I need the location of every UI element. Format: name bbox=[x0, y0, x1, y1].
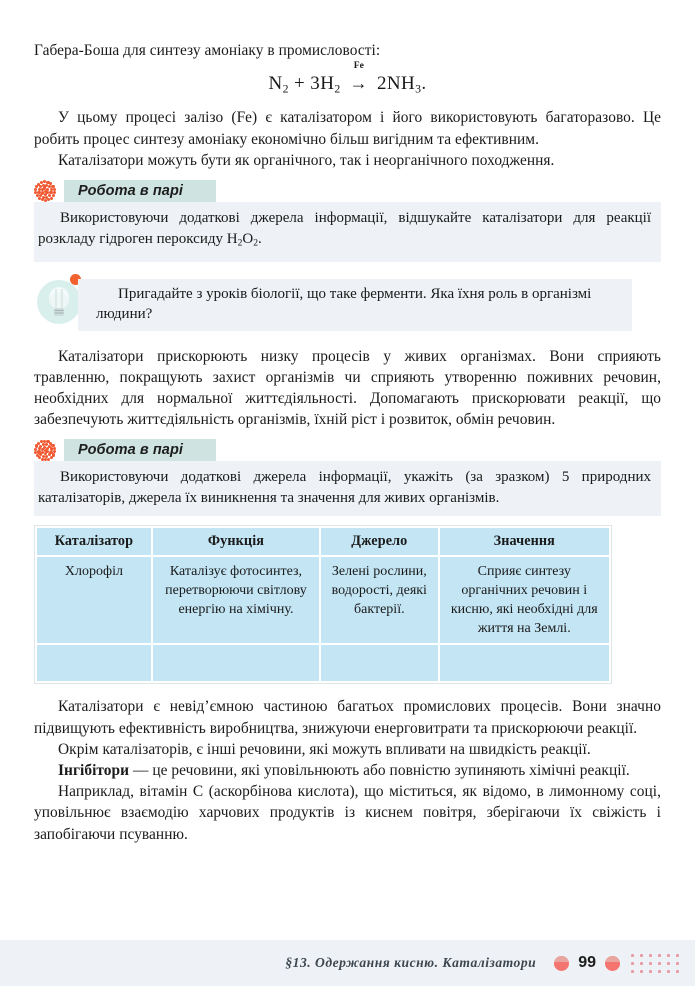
paragraph-1: У цьому процесі залізо (Fe) є каталізатором і його використовують багаторазово. Це робить процес синтезу амоніаку економічно більш вигідним та ефективним. bbox=[34, 109, 661, 148]
table-cell bbox=[440, 645, 609, 681]
recall-text: Пригадайте з уроків біології, що таке ферменти. Яка їхня роль в організмі людини? bbox=[96, 285, 592, 323]
pair-work-block-1 bbox=[34, 180, 661, 262]
pair-work-title-2: Робота в парі bbox=[78, 442, 184, 459]
table-cell: Зелені рослини, водорості, деякі бактерії. bbox=[321, 557, 438, 643]
equation-arrow-group bbox=[346, 61, 372, 95]
paragraph-4: Каталізатори є невід’ємною частиною багатьох промислових процесів. Вони значно підвищують ефективність виробництва, знижуючи енерговитрати та прискорюючи реакції. bbox=[34, 698, 661, 737]
pair-work-text-2: Використовуючи додаткові джерела інформації, укажіть (за зразком) 5 природних каталізаторів, джерела їх виникнення та значення для живих організмів. bbox=[38, 469, 651, 506]
table-header-cell: Функція bbox=[153, 528, 319, 555]
page-content bbox=[34, 40, 661, 845]
paragraph-2: Каталізатори можуть бути як органічного, так і неорганічного походження. bbox=[58, 151, 555, 169]
pair-work-title-bar-2 bbox=[64, 439, 216, 461]
table-header-cell: Значення bbox=[440, 528, 609, 555]
equation-catalyst-label: Fe bbox=[353, 61, 364, 72]
recall-callout bbox=[34, 279, 632, 331]
pair-work-title-bar-1 bbox=[64, 180, 216, 202]
closing-paragraphs bbox=[34, 696, 661, 844]
pair-work-title-1: Робота в парі bbox=[78, 183, 184, 200]
chemical-equation bbox=[34, 61, 661, 96]
equation-reactant-hydrogen: $3H_2$ bbox=[310, 73, 341, 96]
page-number: 99 bbox=[578, 954, 596, 971]
table-header-row bbox=[37, 528, 609, 555]
table-cell bbox=[37, 645, 151, 681]
pair-work-header-2 bbox=[34, 439, 661, 461]
paragraph-5: Окрім каталізаторів, є інші речовини, які можуть впливати на швидкість реакції. bbox=[58, 740, 591, 758]
table-cell: Сприяє синтезу органічних речовин і кисню, які необхідні для життя на Землі. bbox=[440, 557, 609, 643]
recall-body bbox=[78, 279, 632, 331]
dot-cluster-icon bbox=[34, 180, 58, 202]
pair-work-body-2 bbox=[34, 461, 661, 516]
equation-product-ammonia: $2NH_3$. bbox=[376, 73, 427, 96]
lightbulb-icon bbox=[36, 279, 82, 325]
pair-work-text-1: Використовуючи додаткові джерела інформації, відшукайте каталізатори для реакції розкладу гідроген пероксиду $H_2O_2$. bbox=[38, 210, 651, 249]
term-inhibitors: Інгібітори bbox=[58, 762, 130, 780]
table-cell bbox=[321, 645, 438, 681]
table-header-cell: Каталізатор bbox=[37, 528, 151, 555]
table-header-cell: Джерело bbox=[321, 528, 438, 555]
pair-work-body-1 bbox=[34, 202, 661, 262]
table-row bbox=[37, 557, 609, 643]
equation-reactant-nitrogen: $N_2$ bbox=[268, 73, 289, 96]
table-row-empty bbox=[37, 645, 609, 681]
dot-cluster-icon bbox=[34, 439, 58, 461]
footer-dot-grid-icon bbox=[629, 950, 685, 976]
table-cell bbox=[153, 645, 319, 681]
paragraph-7: Наприклад, вітамін С (аскорбінова кислота), що міститься, як відомо, в лимонному соці, уповільнює взаємодію харчових продуктів із киснем повітря, зберігаючи їх свіжість і запобігаючи псуванню. bbox=[34, 783, 661, 843]
table-cell: Хлорофіл bbox=[37, 557, 151, 643]
pair-work-block-2 bbox=[34, 439, 661, 516]
catalysts-table-wrap bbox=[34, 525, 612, 684]
page-footer bbox=[0, 940, 695, 986]
footer-section-title: §13. Одержання кисню. Каталізатори bbox=[285, 955, 537, 970]
equation-arrow-icon: → bbox=[349, 73, 368, 94]
paragraph-6: Інгібітори — це речовини, які уповільнюють або повністю зупиняють хімічні реакції. bbox=[58, 762, 630, 780]
table-cell: Каталізує фотосинтез, перетворюючи світлову енергію на хімічну. bbox=[153, 557, 319, 643]
catalysts-table bbox=[35, 526, 611, 683]
pair-work-header-1 bbox=[34, 180, 661, 202]
intro-line: Габера-Боша для синтезу амоніаку в промисловості: bbox=[34, 42, 381, 59]
footer-circle-icon-right bbox=[605, 956, 620, 971]
paragraph-3: Каталізатори прискорюють низку процесів у живих організмах. Вони сприяють травленню, покращують захист організмів чи сприяють утворенню поживних речовин, необхідних для нормальної життєдіяльності. Допомагають прискорювати реакції, що забезпечують життєдіяльність організмів, їхній ріст і розвиток, обмін речовин. bbox=[34, 347, 661, 429]
equation-plus: + bbox=[294, 73, 306, 95]
footer-circle-icon-left bbox=[554, 956, 569, 971]
